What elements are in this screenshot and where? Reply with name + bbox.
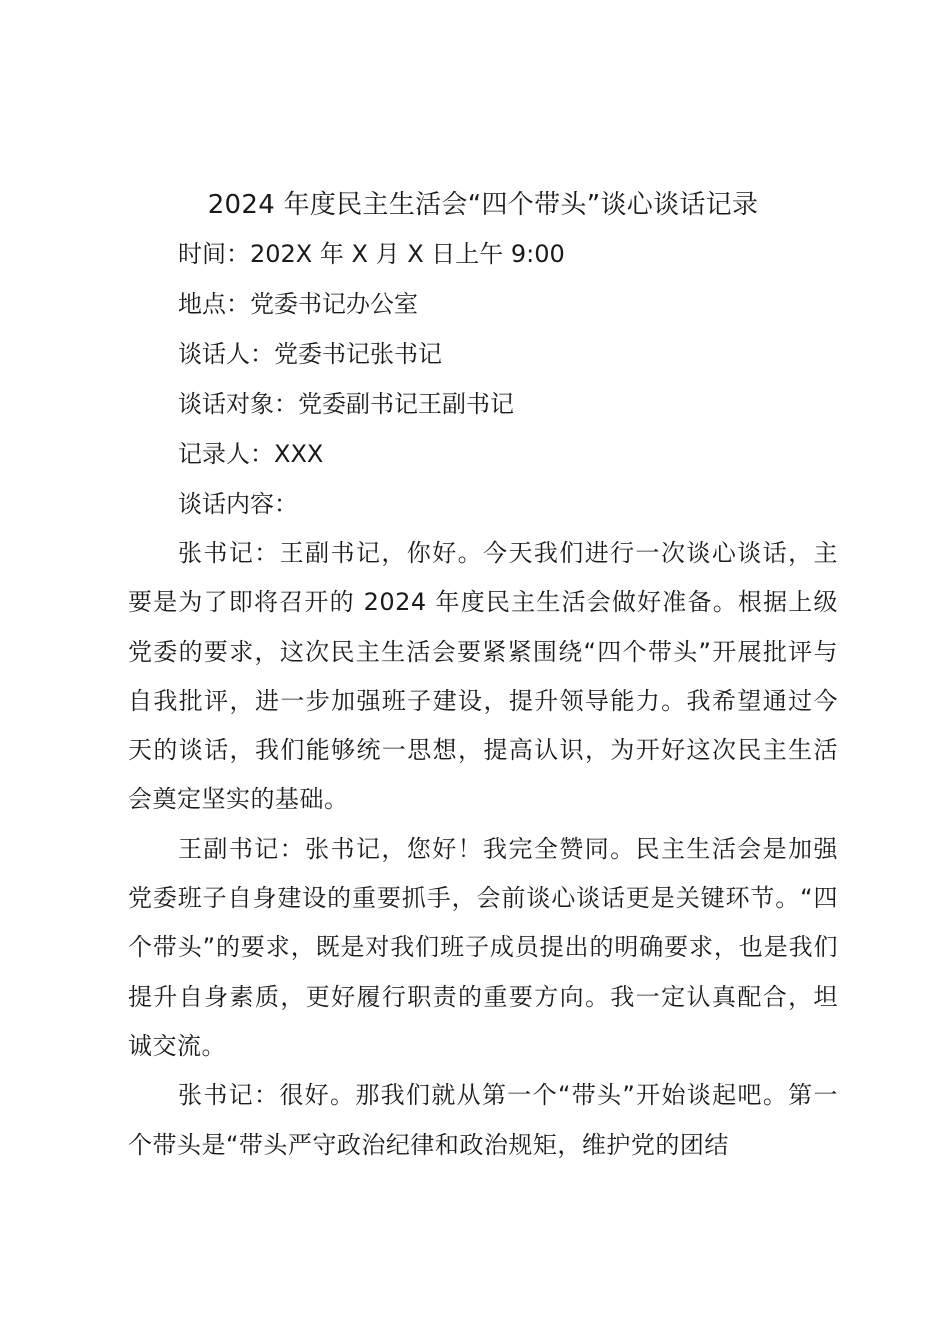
meta-location: 地点：党委书记办公室	[178, 290, 418, 318]
meta-content-label: 谈话内容：	[178, 490, 298, 518]
meta-time: 时间：202X 年 X 月 X 日上午 9:00	[178, 240, 565, 268]
document-body	[128, 183, 838, 1170]
paragraph-wang-1: 王副书记：张书记，您好！我完全赞同。民主生活会是加强党委班子自身建设的重要抓手，会前谈心谈话更是关键环节。“四个带头”的要求，既是对我们班子成员提出的明确要求，也是我们提升自身素质，更好履行职责的重要方向。我一定认真配合，坦诚交流。	[128, 834, 838, 1060]
document-title: 2024 年度民主生活会“四个带头”谈心谈话记录	[207, 190, 759, 220]
paragraph-zhang-1: 张书记：王副书记，你好。今天我们进行一次谈心谈话，主要是为了即将召开的 2024 年度民主生活会做好准备。根据上级党委的要求，这次民主生活会要紧紧围绕“四个带头”开展批评与自我批评，进一步加强班子建设，提升领导能力。我希望通过今天的谈话，我们能够统一思想，提高认识，为开好这次民主生活会奠定坚实的基础。	[128, 539, 838, 814]
paragraph-zhang-2: 张书记：很好。那我们就从第一个“带头”开始谈起吧。第一个带头是“带头严守政治纪律和政治规矩，维护党的团结	[128, 1081, 838, 1159]
meta-interviewer: 谈话人：党委书记张书记	[178, 340, 442, 368]
meta-interviewee: 谈话对象：党委副书记王副书记	[178, 390, 514, 418]
meta-recorder: 记录人：XXX	[178, 440, 324, 468]
